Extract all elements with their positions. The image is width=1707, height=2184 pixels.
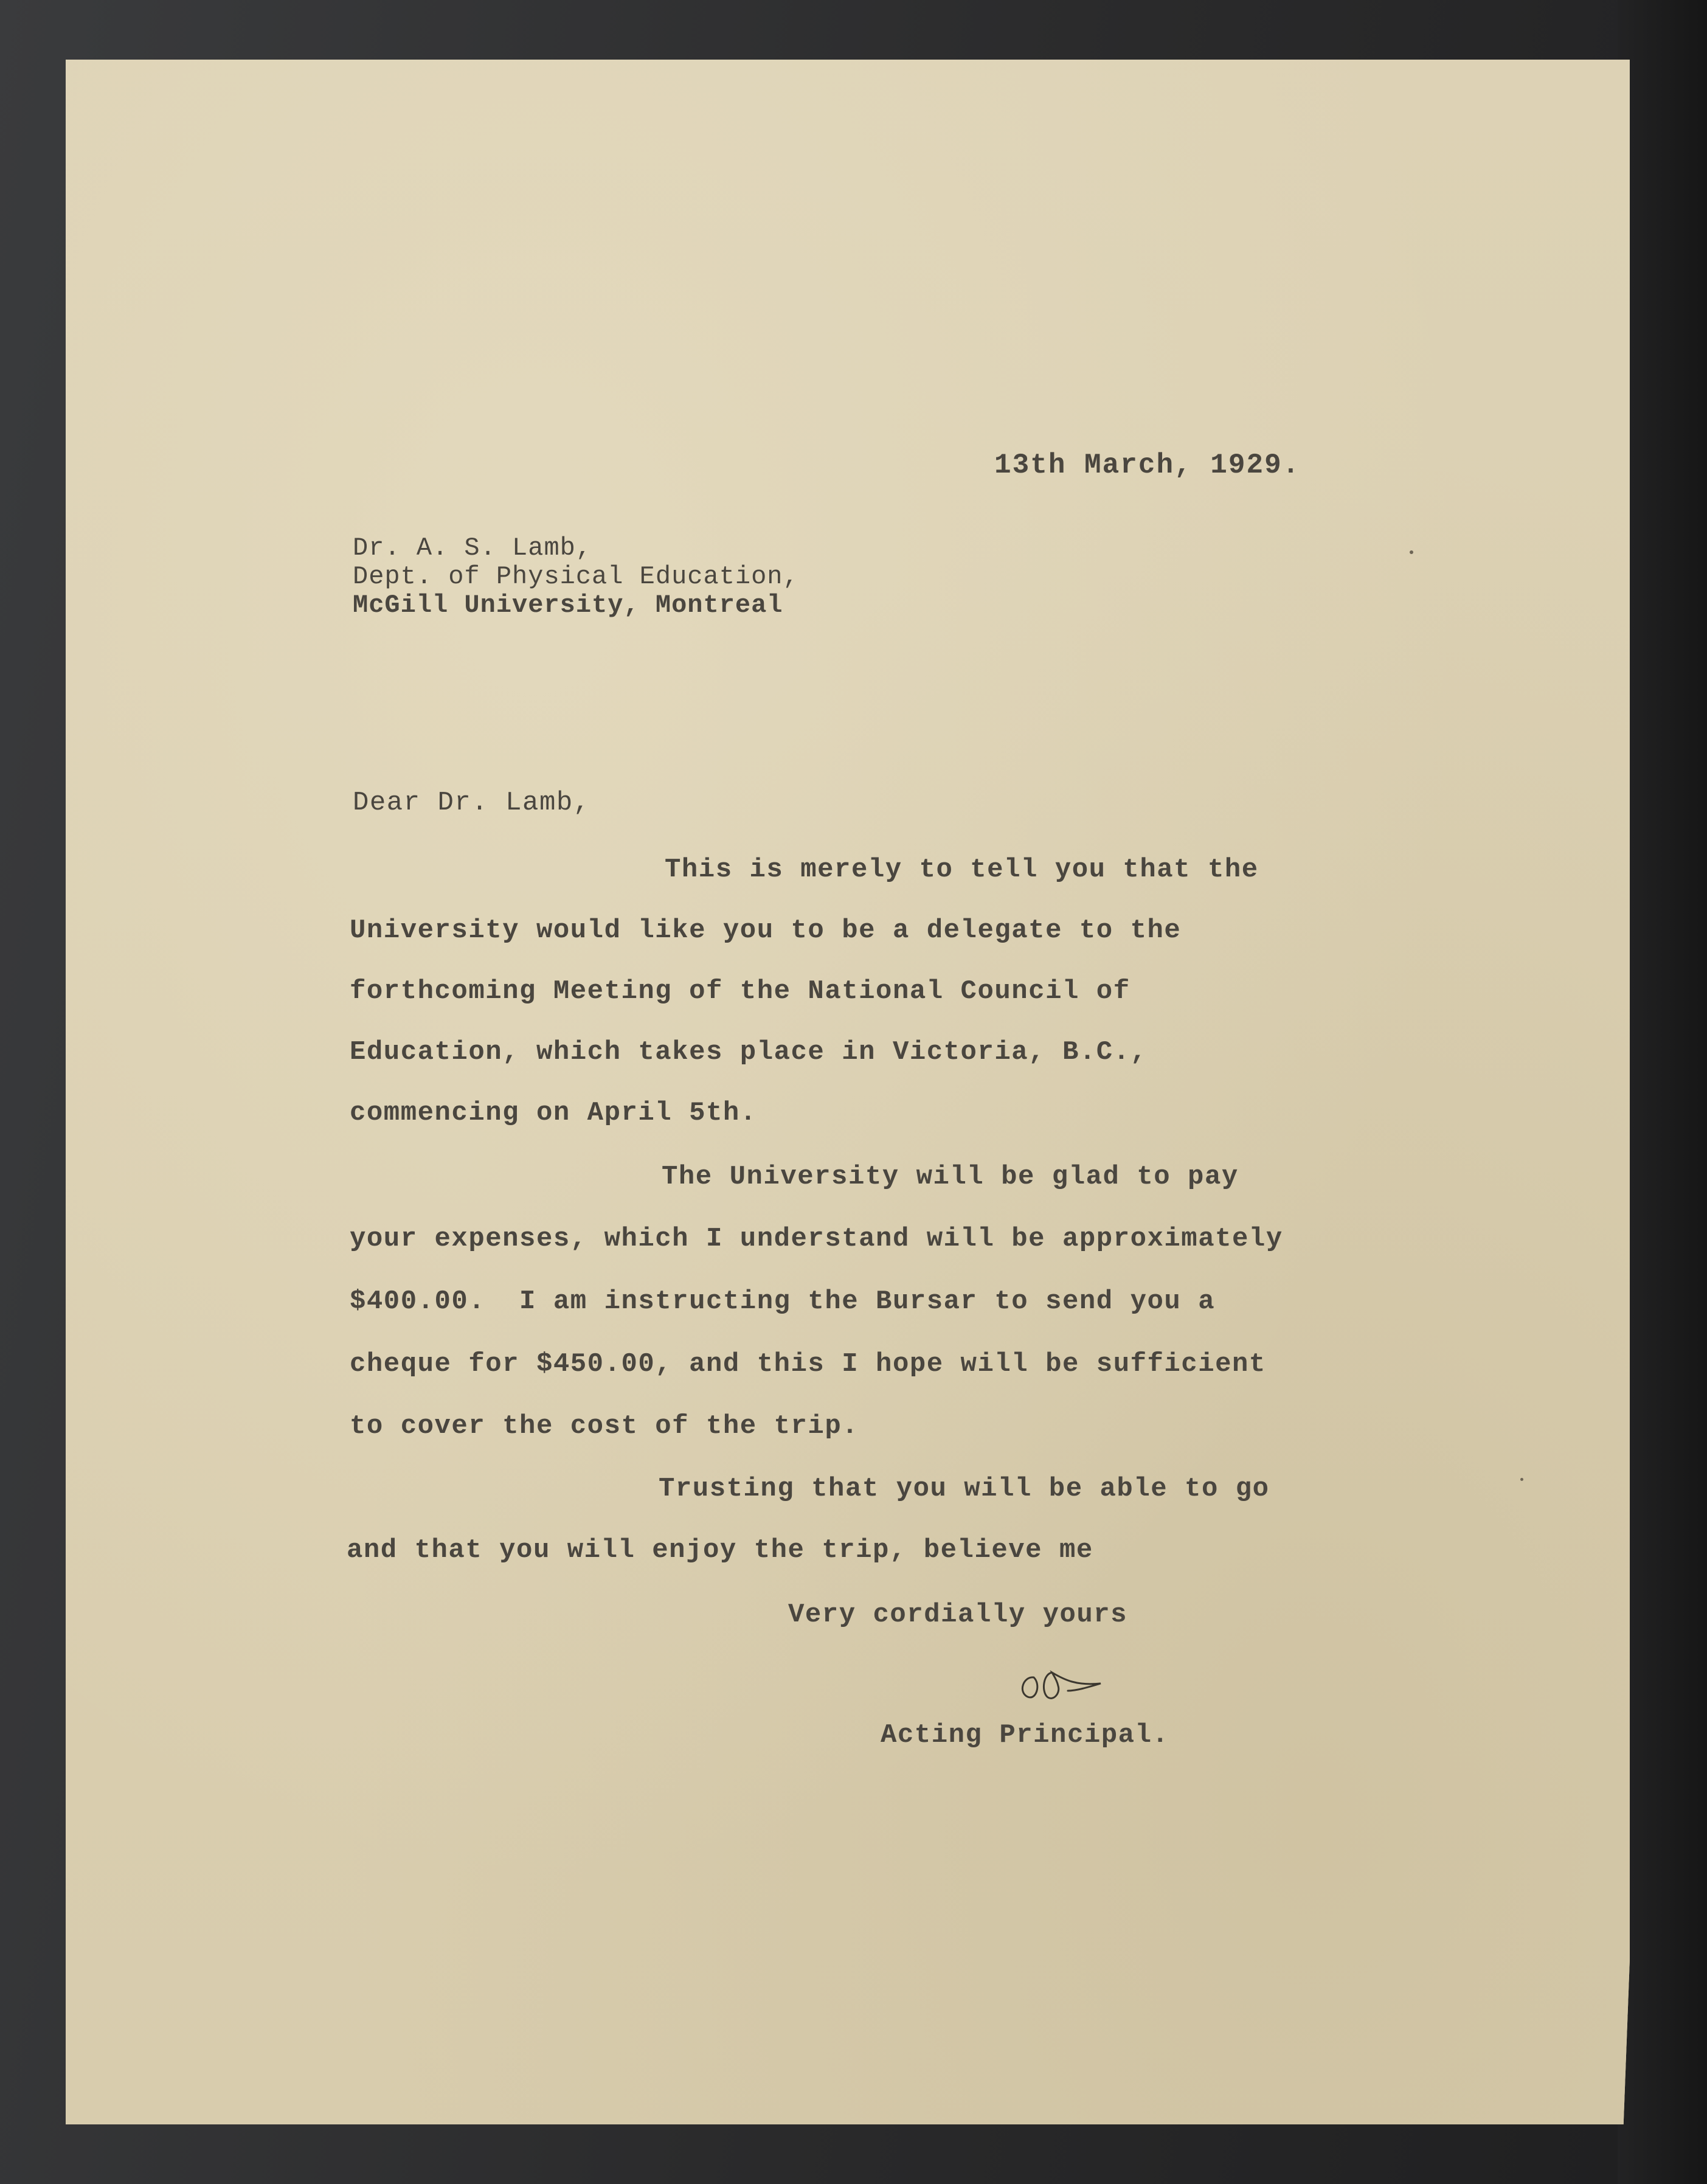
signatory-title: Acting Principal.: [881, 1720, 1169, 1750]
body-line: commencing on April 5th.: [350, 1098, 757, 1128]
closing: Very cordially yours: [788, 1600, 1128, 1630]
body-line: This is merely to tell you that the: [665, 855, 1259, 885]
scanner-edge-shadow: [1618, 0, 1707, 2184]
recipient-institution: McGill University, Montreal: [353, 591, 783, 620]
paper-speck: [1410, 550, 1413, 554]
handwritten-signature: [1009, 1659, 1131, 1714]
recipient-department: Dept. of Physical Education,: [353, 562, 799, 591]
body-line: Education, which takes place in Victoria, B.C.,: [350, 1037, 1148, 1067]
body-line: your expenses, which I understand will be approximately: [350, 1224, 1283, 1254]
salutation: Dear Dr. Lamb,: [353, 788, 590, 818]
body-line: The University will be glad to pay: [662, 1162, 1239, 1192]
body-line: cheque for $450.00, and this I hope will be sufficient: [350, 1349, 1266, 1379]
letter-page: [66, 60, 1630, 2124]
body-line: $400.00. I am instructing the Bursar to send you a: [350, 1286, 1216, 1317]
paper-speck: [1520, 1478, 1523, 1481]
recipient-name: Dr. A. S. Lamb,: [353, 533, 592, 563]
body-line: to cover the cost of the trip.: [350, 1411, 859, 1441]
body-line: and that you will enjoy the trip, believe me: [347, 1535, 1093, 1565]
body-line: forthcoming Meeting of the National Council of: [350, 976, 1130, 1007]
body-line: University would like you to be a delegate to the: [350, 915, 1182, 946]
letter-date: 13th March, 1929.: [994, 449, 1301, 481]
body-line: Trusting that you will be able to go: [659, 1474, 1270, 1504]
recipient-address: [353, 534, 799, 620]
